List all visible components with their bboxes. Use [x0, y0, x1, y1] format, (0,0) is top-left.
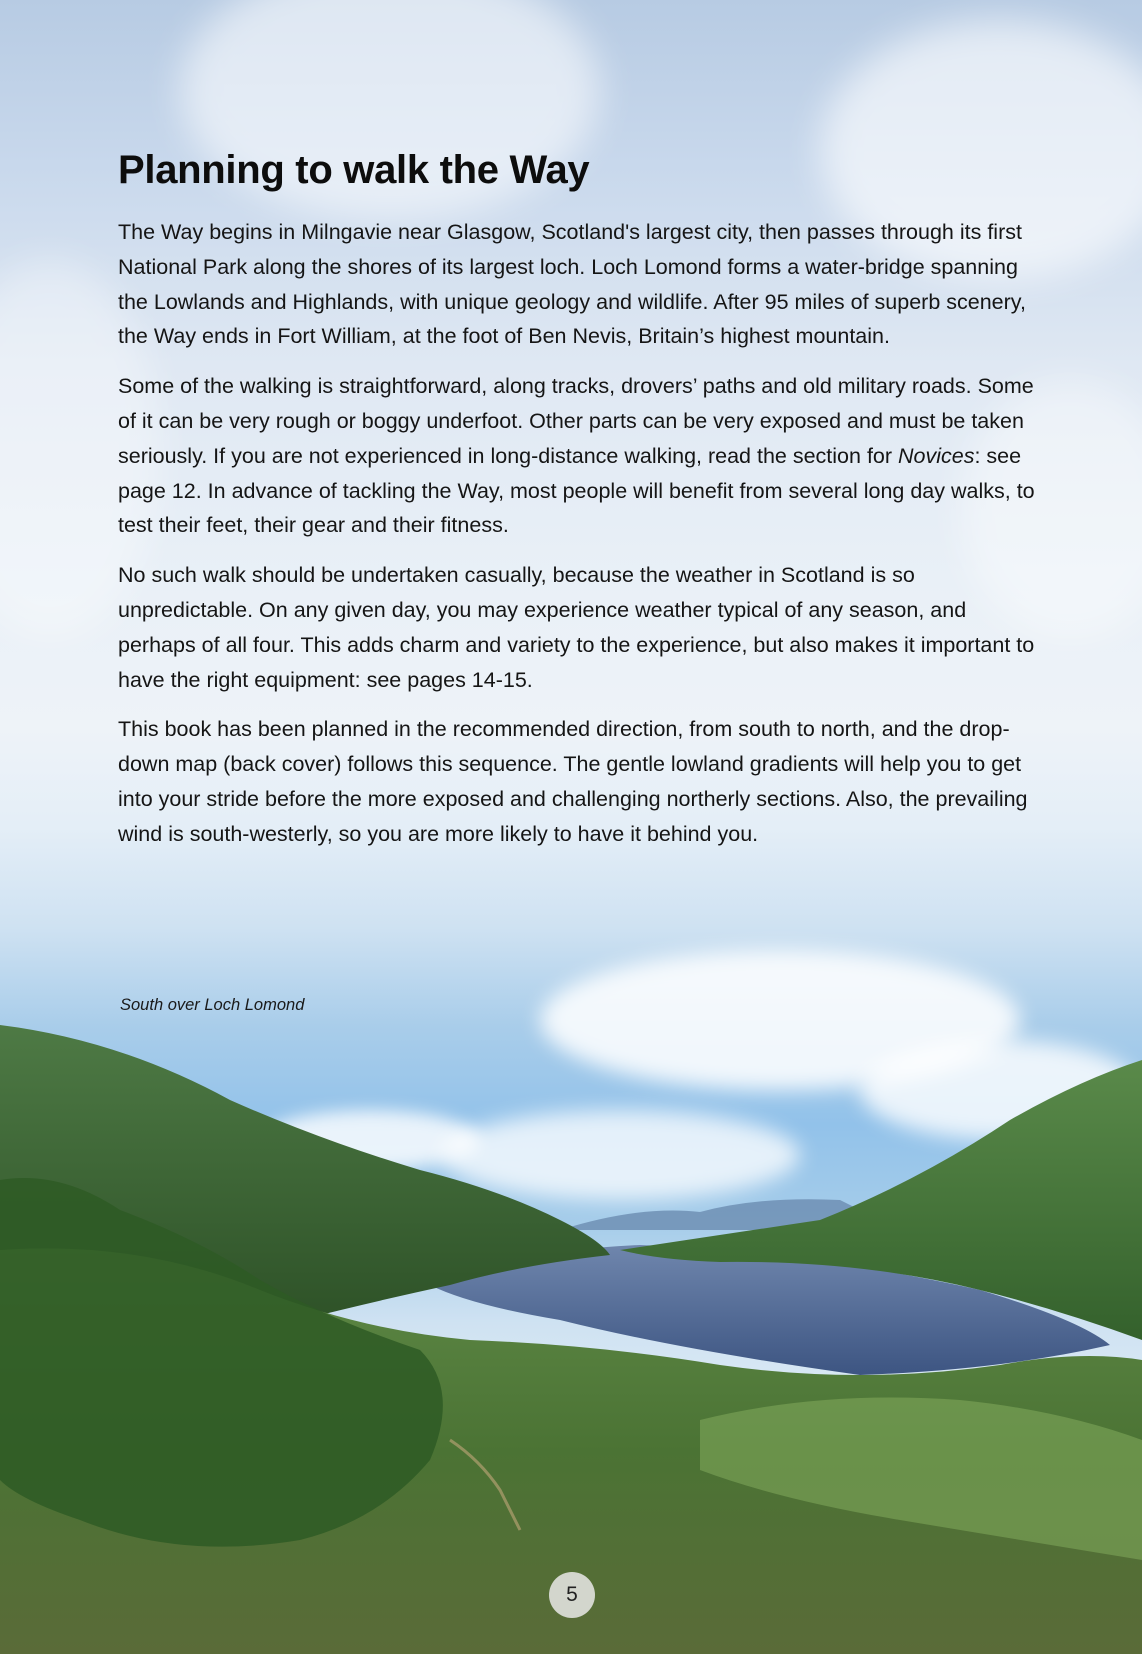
paragraph-walking — [118, 369, 1038, 543]
paragraph-direction: This book has been planned in the recommended direction, from south to north, and the drop-down map (back cover) follows this sequence. The gentle lowland gradients will help you to get into your stride before the more exposed and challenging northerly sections. Also, the prevailing wind is south-westerly, so you are more likely to have it behind you. — [118, 717, 1028, 846]
page-number: 5 — [549, 1572, 595, 1618]
body-text — [118, 215, 1038, 867]
novices-term: Novices — [898, 443, 975, 468]
paragraph-intro: The Way begins in Milngavie near Glasgow, Scotland's largest city, then passes through its first National Park along the shores of its largest loch. Loch Lomond forms a water-bridge spanning the Lowlands and Highlands, with unique geology and wildlife. After 95 miles of superb scenery, the Way ends in Fort William, at the foot of Ben Nevis, Britain’s highest mountain. — [118, 220, 1026, 349]
photo-caption: South over Loch Lomond — [120, 996, 305, 1014]
paragraph-weather: No such walk should be undertaken casually, because the weather in Scotland is so unpredictable. On any given day, you may experience weather typical of any season, and perhaps of all four. This adds charm and variety to the experience, but also makes it important to have the right equipment: see pages 14-15. — [118, 563, 1035, 692]
page-title: Planning to walk the Way — [118, 148, 590, 192]
paragraph-walking-text: Some of the walking is straightforward, along tracks, drovers’ paths and old military roads. Some of it can be very rough or boggy underfoot. Other parts can be very exposed and must be taken seriously. If you are not experienced in long-distance walking, read the section for — [118, 374, 1034, 468]
paragraph-walking-text-end: : see page 12. In advance of tackling the Way, most people will benefit from several long day walks, to test their feet, their gear and their fitness. — [118, 443, 1035, 538]
